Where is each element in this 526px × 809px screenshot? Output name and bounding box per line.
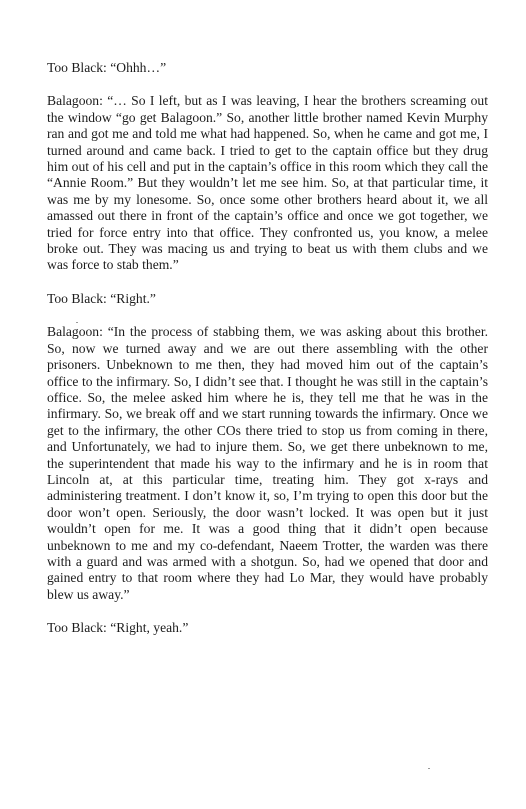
scan-speck (428, 768, 430, 769)
scan-speck (76, 322, 78, 323)
dialogue-line-too-black-3: Too Black: “Right, yeah.” (47, 620, 189, 636)
dialogue-line-too-black-2: Too Black: “Right.” (47, 290, 156, 306)
dialogue-line-balagoon-1: Balagoon: “… So I left, but as I was leaving, I hear the brothers screaming out the window “go get Balagoon.” So, another little brother named Kevin Murphy ran and got me and told me what had happened. So, when he came and got me, I turned around and came back. I tried to get to the captain office but they drug him out of his cell and put in the captain’s office in this room which they call the “Annie Room.” But they wouldn’t let me see him. So, at that particular time, it was me by my lonesome. So, once some other brothers heard about it, we all amassed out there in front of the captain’s office and once we got together, we tried for force entry into that office. They confronted us, you know, a melee broke out. They was macing us and trying to beat us with them clubs and we was force to stab them.” (47, 93, 488, 273)
dialogue-line-too-black-1: Too Black: “Ohhh…” (47, 60, 167, 75)
dialogue-line-balagoon-2: Balagoon: “In the process of stabbing them, we was asking about this brother. So, now we turned away and we are out there assembling with the other prisoners. Unbeknown to me then, they had moved him out of the captain’s office to the infirmary. So, I didn’t see that. I thought he was still in the captain’s office. So, the melee asked him where he is, they tell me that he was in the infirmary. So, we break off and we start running towards the infirmary. Once we get to the infirmary, the other COs there tried to stop us from coming in there, and Unfortunately, we had to injure them. So, we get there unbeknown to me, the superintendent that made his way to the infirmary and he is in room that Lincoln at, at this particular time, treating him. They got x-rays and administering treatment. I don’t know it, so, I’m trying to open this door but the door won’t open. Seriously, the door wasn’t locked. It was open but it just wouldn’t open for me. It was a good thing that it didn’t open because unbeknown to me and my co-defendant, Naeem Trotter, the warden was there with a guard and was armed with a shotgun. So, had we opened that door and gained entry to that room where they had Lo Mar, they would have probably blew us away.” (47, 324, 488, 602)
